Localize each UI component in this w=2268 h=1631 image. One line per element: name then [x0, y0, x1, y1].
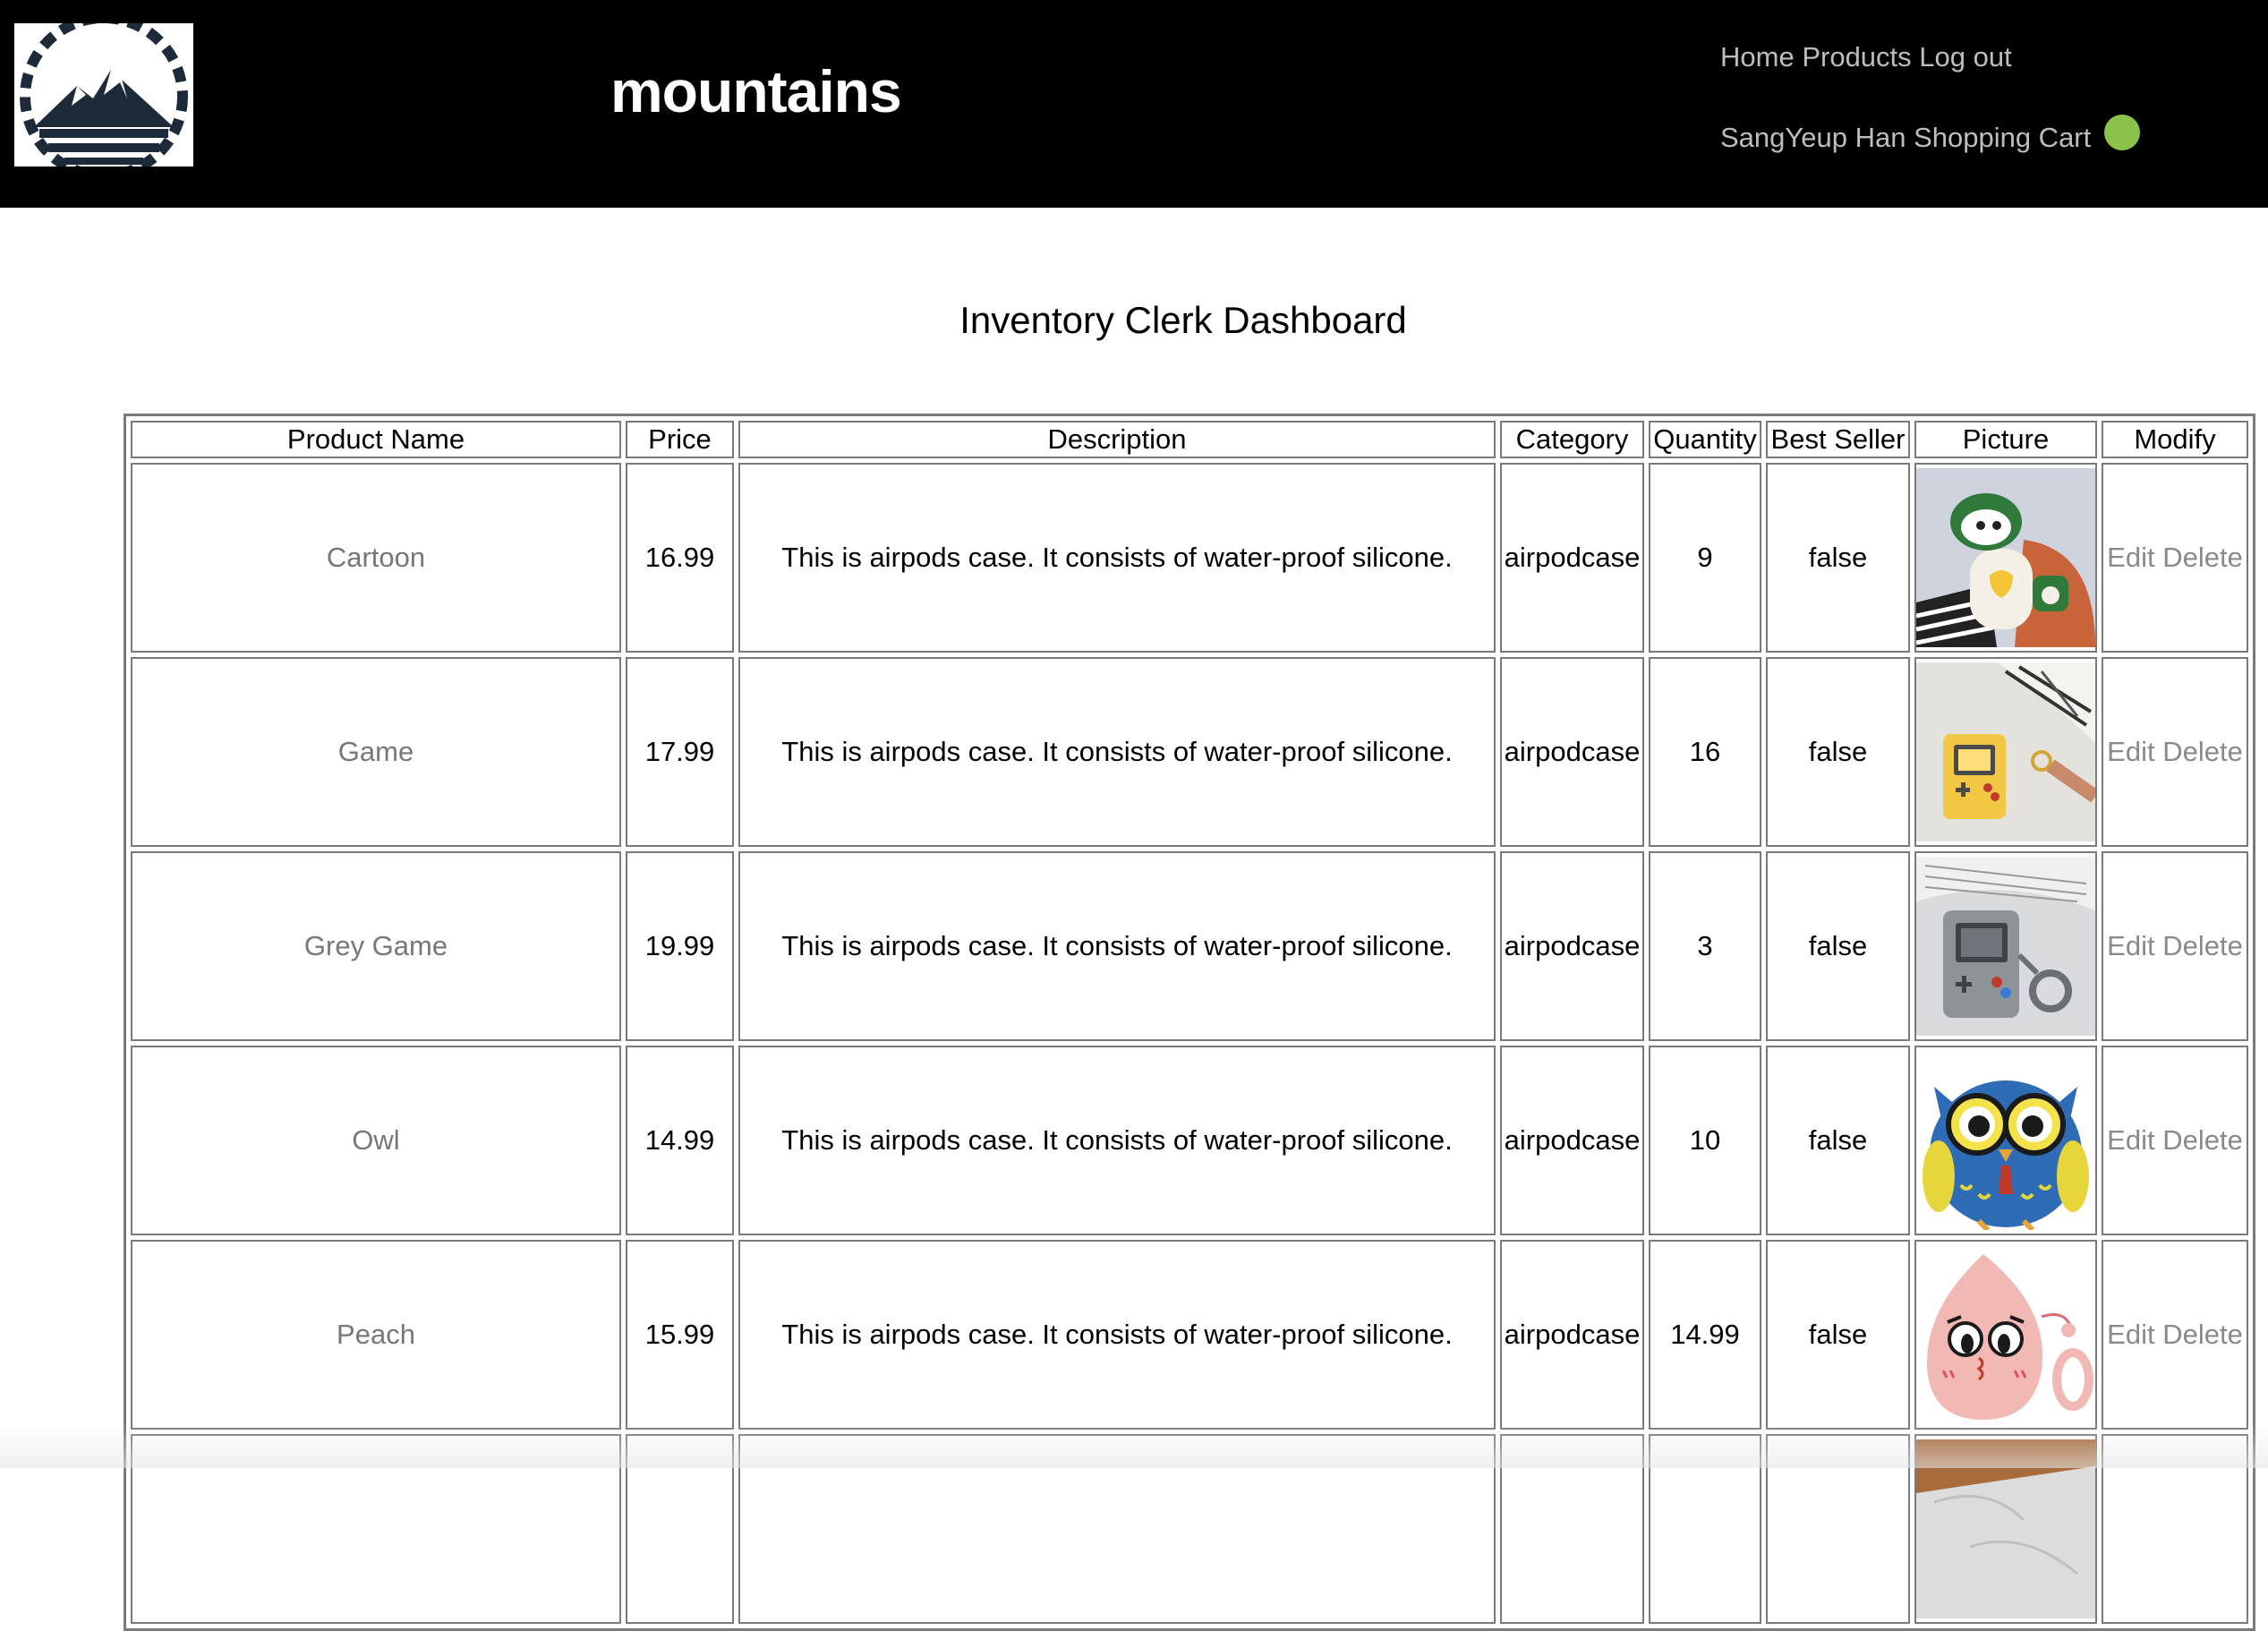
header-quantity: Quantity	[1649, 421, 1761, 458]
quantity-cell: 10	[1649, 1046, 1761, 1235]
best-seller-cell: false	[1766, 657, 1910, 847]
picture-cell	[1914, 851, 2097, 1041]
nav-home-link[interactable]: Home	[1720, 41, 1795, 73]
game-case-photo	[1916, 662, 2095, 841]
cart-status-icon[interactable]	[2104, 115, 2140, 150]
picture-cell	[1914, 463, 2097, 653]
modify-cell	[2102, 1046, 2248, 1235]
description-cell: This is airpods case. It consists of water-proof silicone.	[738, 1046, 1496, 1235]
product-name-link[interactable]: Game	[131, 657, 621, 847]
category-cell: airpodcase	[1500, 463, 1644, 653]
brand-title: mountains	[610, 58, 901, 124]
product-name-link[interactable]: Cartoon	[131, 463, 621, 653]
picture-cell	[1914, 1046, 2097, 1235]
best-seller-cell: false	[1766, 463, 1910, 653]
product-name-link[interactable]: Owl	[131, 1046, 621, 1235]
header-price: Price	[626, 421, 734, 458]
page-title: Inventory Clerk Dashboard	[959, 299, 1407, 341]
top-navbar	[0, 0, 2268, 208]
product-name-link[interactable]: Peach	[131, 1240, 621, 1430]
price-cell: 15.99	[626, 1240, 734, 1430]
quantity-cell: 14.99	[1649, 1240, 1761, 1430]
price-cell: 19.99	[626, 851, 734, 1041]
modify-cell	[2102, 851, 2248, 1041]
delete-link[interactable]: Delete	[2162, 736, 2243, 767]
category-cell: airpodcase	[1500, 1046, 1644, 1235]
best-seller-cell: false	[1766, 1046, 1910, 1235]
table-row	[131, 463, 2248, 653]
nav-logout-link[interactable]: Log out	[1919, 41, 2012, 73]
quantity-cell: 16	[1649, 657, 1761, 847]
table-row	[131, 851, 2248, 1041]
picture-cell	[1914, 1240, 2097, 1430]
delete-link[interactable]: Delete	[2162, 1319, 2243, 1350]
grey-game-case-photo	[1916, 857, 2095, 1036]
nav-products-link[interactable]: Products	[1802, 41, 1912, 73]
description-cell: This is airpods case. It consists of water-proof silicone.	[738, 851, 1496, 1041]
header-description: Description	[738, 421, 1496, 458]
modify-cell	[2102, 1240, 2248, 1430]
best-seller-cell: false	[1766, 1240, 1910, 1430]
edit-link[interactable]: Edit	[2107, 736, 2155, 767]
category-cell: airpodcase	[1500, 657, 1644, 847]
edit-link[interactable]: Edit	[2107, 542, 2155, 573]
category-cell: airpodcase	[1500, 851, 1644, 1041]
price-cell: 14.99	[626, 1046, 734, 1235]
header-best-seller: Best Seller	[1766, 421, 1910, 458]
mountain-logo-icon[interactable]	[14, 23, 193, 167]
header-modify: Modify	[2102, 421, 2248, 458]
table-row	[131, 1046, 2248, 1235]
table-header-row	[131, 421, 2248, 458]
modify-cell	[2102, 463, 2248, 653]
picture-cell	[1914, 657, 2097, 847]
main-nav	[1720, 41, 2012, 73]
delete-link[interactable]: Delete	[2162, 1124, 2243, 1156]
edit-link[interactable]: Edit	[2107, 1319, 2155, 1350]
header-category: Category	[1500, 421, 1644, 458]
price-cell: 17.99	[626, 657, 734, 847]
best-seller-cell: false	[1766, 851, 1910, 1041]
delete-link[interactable]: Delete	[2162, 930, 2243, 961]
modify-cell	[2102, 657, 2248, 847]
delete-link[interactable]: Delete	[2162, 542, 2243, 573]
table-row	[131, 657, 2248, 847]
scroll-fade-overlay	[0, 1423, 2268, 1468]
edit-link[interactable]: Edit	[2107, 930, 2155, 961]
quantity-cell: 3	[1649, 851, 1761, 1041]
category-cell: airpodcase	[1500, 1240, 1644, 1430]
user-nav	[1720, 115, 2140, 154]
price-cell: 16.99	[626, 463, 734, 653]
header-picture: Picture	[1914, 421, 2097, 458]
shopping-cart-link[interactable]: Shopping Cart	[1914, 122, 2092, 153]
peach-case-photo	[1916, 1245, 2095, 1424]
user-name-link[interactable]: SangYeup Han	[1720, 122, 1906, 153]
description-cell: This is airpods case. It consists of water-proof silicone.	[738, 463, 1496, 653]
edit-link[interactable]: Edit	[2107, 1124, 2155, 1156]
cartoon-case-photo	[1916, 468, 2095, 647]
table-row	[131, 1240, 2248, 1430]
product-name-link[interactable]: Grey Game	[131, 851, 621, 1041]
description-cell: This is airpods case. It consists of water-proof silicone.	[738, 657, 1496, 847]
owl-case-photo	[1916, 1051, 2095, 1230]
description-cell: This is airpods case. It consists of water-proof silicone.	[738, 1240, 1496, 1430]
header-product-name: Product Name	[131, 421, 621, 458]
quantity-cell: 9	[1649, 463, 1761, 653]
